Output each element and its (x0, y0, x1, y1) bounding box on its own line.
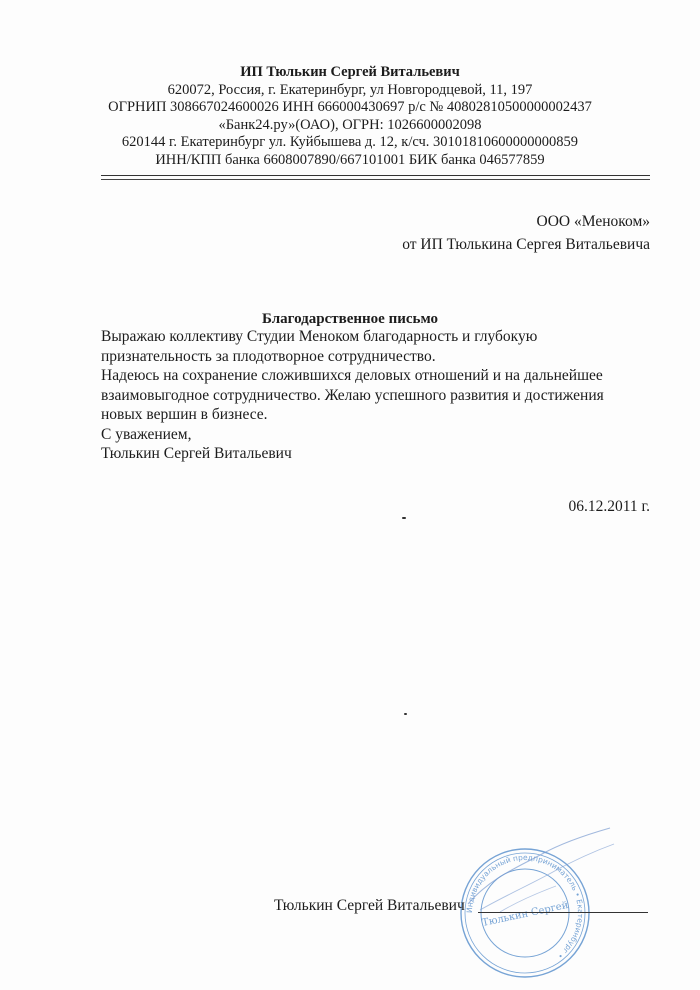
letterhead-title: ИП Тюлькин Сергей Витальевич (240, 64, 460, 80)
letterhead-address: 620072, Россия, г. Екатеринбург, ул Новгородцевой, 11, 197 (167, 81, 533, 98)
letterhead-registration: ОГРНИП 308667024600026 ИНН 666000430697 р/с № 40802810500000002437 (108, 99, 592, 116)
letterhead-bank: «Банк24.ру»(ОАО), ОГРН: 1026600002098 (218, 116, 482, 133)
letterhead-divider (101, 175, 650, 176)
stamp-ring-text: Индивидуальный предприниматель • Екатеринбург • (464, 852, 586, 961)
letter-line: признательность за плодотворное сотрудничество. (101, 347, 436, 365)
letterhead (0, 64, 700, 170)
signature-line (478, 912, 648, 913)
letter-line: новых вершин в бизнесе. (101, 406, 268, 423)
scan-speck (404, 713, 407, 715)
letterhead-bank-address: 620144 г. Екатеринбург ул. Куйбышева д. 12, к/сч. 30101810600000000859 (121, 134, 579, 151)
letter-line: Выражаю коллективу Студии Меноком благодарность и глубокую (101, 328, 538, 345)
handwritten-signature (460, 808, 620, 918)
signatory-name: Тюлькин Сергей Витальевич (274, 897, 465, 914)
letterhead-divider-thin (101, 179, 650, 180)
letter-body (101, 327, 661, 464)
letter-signoff-name: Тюлькин Сергей Витальевич (101, 445, 292, 462)
letter-line: Надеюсь на сохранение сложившихся деловых отношений и на дальнейшее (101, 367, 603, 384)
letter-title: Благодарственное письмо (262, 311, 438, 327)
letterhead-bank-codes: ИНН/КПП банка 6608007890/667101001 БИК банка 046577859 (155, 151, 545, 168)
letter-date: 06.12.2011 г. (568, 498, 650, 515)
letter-line: взаимовыгодное сотрудничество. Желаю успешного развития и достижения (101, 386, 604, 404)
addressee-from: от ИП Тюлькина Сергея Витальевича (402, 236, 650, 253)
addressee-block (402, 210, 650, 256)
scan-speck (402, 517, 406, 519)
addressee-to: ООО «Меноком» (536, 213, 650, 230)
stamp-center-text: Тюлькин Сергей (481, 899, 570, 929)
letter-closing: С уважением, (101, 425, 192, 443)
